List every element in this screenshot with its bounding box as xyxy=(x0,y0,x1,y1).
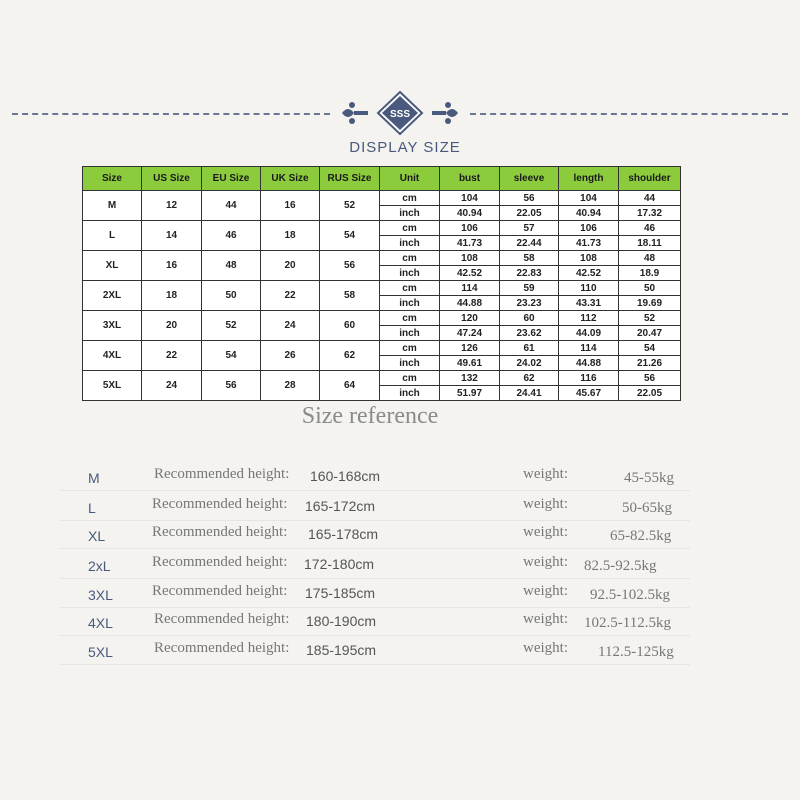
dashed-divider-left xyxy=(12,113,330,115)
ref-size-label: M xyxy=(88,470,100,486)
cell-inch-shoulder: 18.11 xyxy=(619,236,681,251)
cell-cm-shoulder: 50 xyxy=(619,281,681,296)
cell-cm-bust: 104 xyxy=(440,191,500,206)
cell-cm-sleeve: 58 xyxy=(500,251,559,266)
ref-size-label: XL xyxy=(88,528,106,544)
cell-uk: 28 xyxy=(261,371,320,401)
ref-height-value: 180-190cm xyxy=(306,613,377,629)
column-header: UK Size xyxy=(261,167,320,191)
cell-eu: 56 xyxy=(202,371,261,401)
column-header: RUS Size xyxy=(320,167,380,191)
cell-cm-shoulder: 56 xyxy=(619,371,681,386)
cell-inch-bust: 42.52 xyxy=(440,266,500,281)
list-item xyxy=(0,466,800,492)
ref-weight-value: 102.5-112.5kg xyxy=(584,615,671,631)
table-row xyxy=(83,251,681,266)
cell-cm-shoulder: 46 xyxy=(619,221,681,236)
ref-weight-value: 82.5-92.5kg xyxy=(584,558,657,574)
cell-inch-sleeve: 22.83 xyxy=(500,266,559,281)
cell-inch-shoulder: 19.69 xyxy=(619,296,681,311)
cell-inch-length: 42.52 xyxy=(559,266,619,281)
row-divider xyxy=(60,490,690,491)
cell-cm-length: 110 xyxy=(559,281,619,296)
row-divider xyxy=(60,578,690,579)
cell-size: 5XL xyxy=(83,371,142,401)
cell-eu: 46 xyxy=(202,221,261,251)
list-item xyxy=(0,640,800,666)
cell-eu: 54 xyxy=(202,341,261,371)
size-chart-table xyxy=(82,166,681,401)
ref-weight-value: 50-65kg xyxy=(622,500,672,516)
cell-inch-sleeve: 24.41 xyxy=(500,386,559,401)
cell-rus: 54 xyxy=(320,221,380,251)
cell-inch-unit: inch xyxy=(380,296,440,311)
cell-cm-bust: 126 xyxy=(440,341,500,356)
ref-height-label: Recommended height: xyxy=(154,640,290,656)
ref-height-label: Recommended height: xyxy=(152,583,288,599)
list-item xyxy=(0,611,800,637)
cell-uk: 16 xyxy=(261,191,320,221)
cell-inch-length: 40.94 xyxy=(559,206,619,221)
cell-eu: 50 xyxy=(202,281,261,311)
cell-cm-sleeve: 57 xyxy=(500,221,559,236)
table-row xyxy=(83,311,681,326)
cell-cm-length: 114 xyxy=(559,341,619,356)
emblem-text: SSS xyxy=(389,109,411,120)
cell-rus: 58 xyxy=(320,281,380,311)
row-divider xyxy=(60,520,690,521)
cell-cm-sleeve: 59 xyxy=(500,281,559,296)
cell-inch-sleeve: 22.05 xyxy=(500,206,559,221)
row-divider xyxy=(60,607,690,608)
cell-cm-unit: cm xyxy=(380,281,440,296)
table-row xyxy=(83,191,681,206)
cell-cm-sleeve: 60 xyxy=(500,311,559,326)
cell-rus: 60 xyxy=(320,311,380,341)
ref-height-label: Recommended height: xyxy=(152,496,288,512)
ref-height-value: 172-180cm xyxy=(304,556,375,572)
cell-eu: 52 xyxy=(202,311,261,341)
ref-weight-label: weight: xyxy=(523,611,568,627)
ref-height-value: 175-185cm xyxy=(305,585,376,601)
cell-inch-length: 45.67 xyxy=(559,386,619,401)
ref-weight-value: 45-55kg xyxy=(624,470,674,486)
ref-height-value: 165-178cm xyxy=(308,526,379,542)
cell-rus: 56 xyxy=(320,251,380,281)
list-item xyxy=(0,524,800,550)
table-row xyxy=(83,221,681,236)
ref-weight-label: weight: xyxy=(523,466,568,482)
cell-inch-length: 43.31 xyxy=(559,296,619,311)
ref-height-label: Recommended height: xyxy=(152,524,288,540)
cell-cm-unit: cm xyxy=(380,311,440,326)
cell-size: 4XL xyxy=(83,341,142,371)
cell-us: 22 xyxy=(142,341,202,371)
cell-cm-length: 112 xyxy=(559,311,619,326)
diamond-emblem-icon xyxy=(330,90,470,136)
table-row xyxy=(83,371,681,386)
row-divider xyxy=(60,664,690,665)
cell-rus: 62 xyxy=(320,341,380,371)
cell-cm-bust: 120 xyxy=(440,311,500,326)
cell-us: 20 xyxy=(142,311,202,341)
table-header-row xyxy=(83,167,681,191)
cell-inch-unit: inch xyxy=(380,386,440,401)
column-header: EU Size xyxy=(202,167,261,191)
cell-cm-unit: cm xyxy=(380,371,440,386)
ref-size-label: 3XL xyxy=(88,587,113,603)
cell-inch-length: 44.09 xyxy=(559,326,619,341)
cell-inch-unit: inch xyxy=(380,266,440,281)
cell-inch-shoulder: 21.26 xyxy=(619,356,681,371)
ref-height-value: 165-172cm xyxy=(305,498,376,514)
ref-weight-value: 65-82.5kg xyxy=(610,528,672,544)
cell-uk: 22 xyxy=(261,281,320,311)
cell-inch-shoulder: 17.32 xyxy=(619,206,681,221)
cell-size: 3XL xyxy=(83,311,142,341)
cell-us: 18 xyxy=(142,281,202,311)
cell-inch-unit: inch xyxy=(380,206,440,221)
ref-size-label: 5XL xyxy=(88,644,113,660)
cell-cm-unit: cm xyxy=(380,221,440,236)
cell-cm-unit: cm xyxy=(380,341,440,356)
column-header: US Size xyxy=(142,167,202,191)
ref-weight-label: weight: xyxy=(523,524,568,540)
cell-inch-sleeve: 22.44 xyxy=(500,236,559,251)
ref-height-label: Recommended height: xyxy=(152,554,288,570)
cell-us: 14 xyxy=(142,221,202,251)
cell-cm-shoulder: 52 xyxy=(619,311,681,326)
cell-inch-shoulder: 22.05 xyxy=(619,386,681,401)
cell-us: 12 xyxy=(142,191,202,221)
cell-us: 16 xyxy=(142,251,202,281)
cell-cm-bust: 132 xyxy=(440,371,500,386)
table-row xyxy=(83,341,681,356)
column-header: sleeve xyxy=(500,167,559,191)
fleur-left-icon xyxy=(342,102,368,124)
cell-rus: 52 xyxy=(320,191,380,221)
cell-inch-sleeve: 24.02 xyxy=(500,356,559,371)
cell-inch-bust: 51.97 xyxy=(440,386,500,401)
list-item xyxy=(0,496,800,522)
cell-uk: 20 xyxy=(261,251,320,281)
cell-cm-shoulder: 54 xyxy=(619,341,681,356)
list-item xyxy=(0,554,800,580)
cell-cm-sleeve: 56 xyxy=(500,191,559,206)
ref-height-label: Recommended height: xyxy=(154,466,290,482)
cell-cm-unit: cm xyxy=(380,191,440,206)
cell-inch-bust: 47.24 xyxy=(440,326,500,341)
cell-eu: 48 xyxy=(202,251,261,281)
ref-size-label: 2xL xyxy=(88,558,111,574)
cell-inch-sleeve: 23.62 xyxy=(500,326,559,341)
column-header: length xyxy=(559,167,619,191)
fleur-right-icon xyxy=(432,102,458,124)
cell-size: XL xyxy=(83,251,142,281)
cell-inch-bust: 41.73 xyxy=(440,236,500,251)
cell-rus: 64 xyxy=(320,371,380,401)
cell-cm-sleeve: 62 xyxy=(500,371,559,386)
cell-inch-sleeve: 23.23 xyxy=(500,296,559,311)
ref-weight-label: weight: xyxy=(523,640,568,656)
cell-us: 24 xyxy=(142,371,202,401)
size-reference-title: Size reference xyxy=(301,403,439,429)
cell-inch-bust: 44.88 xyxy=(440,296,500,311)
cell-cm-shoulder: 44 xyxy=(619,191,681,206)
ref-height-value: 160-168cm xyxy=(310,468,381,484)
cell-cm-length: 108 xyxy=(559,251,619,266)
cell-cm-bust: 114 xyxy=(440,281,500,296)
row-divider xyxy=(60,548,690,549)
column-header: Size xyxy=(83,167,142,191)
cell-inch-unit: inch xyxy=(380,236,440,251)
column-header: shoulder xyxy=(619,167,681,191)
cell-size: L xyxy=(83,221,142,251)
ref-size-label: 4XL xyxy=(88,615,113,631)
cell-inch-length: 44.88 xyxy=(559,356,619,371)
cell-cm-bust: 106 xyxy=(440,221,500,236)
cell-uk: 18 xyxy=(261,221,320,251)
cell-inch-unit: inch xyxy=(380,326,440,341)
cell-uk: 26 xyxy=(261,341,320,371)
cell-cm-length: 106 xyxy=(559,221,619,236)
cell-size: M xyxy=(83,191,142,221)
cell-size: 2XL xyxy=(83,281,142,311)
cell-cm-length: 116 xyxy=(559,371,619,386)
ref-weight-value: 112.5-125kg xyxy=(598,644,674,660)
cell-cm-bust: 108 xyxy=(440,251,500,266)
ref-weight-label: weight: xyxy=(523,496,568,512)
ref-height-label: Recommended height: xyxy=(154,611,290,627)
cell-inch-unit: inch xyxy=(380,356,440,371)
column-header: bust xyxy=(440,167,500,191)
row-divider xyxy=(60,635,690,636)
cell-uk: 24 xyxy=(261,311,320,341)
page-title: DISPLAY SIZE xyxy=(349,139,461,156)
cell-cm-unit: cm xyxy=(380,251,440,266)
ref-weight-value: 92.5-102.5kg xyxy=(590,587,670,603)
cell-inch-shoulder: 18.9 xyxy=(619,266,681,281)
ref-height-value: 185-195cm xyxy=(306,642,377,658)
cell-eu: 44 xyxy=(202,191,261,221)
column-header: Unit xyxy=(380,167,440,191)
cell-cm-sleeve: 61 xyxy=(500,341,559,356)
cell-inch-shoulder: 20.47 xyxy=(619,326,681,341)
cell-inch-bust: 40.94 xyxy=(440,206,500,221)
list-item xyxy=(0,583,800,609)
cell-cm-length: 104 xyxy=(559,191,619,206)
cell-cm-shoulder: 48 xyxy=(619,251,681,266)
ref-weight-label: weight: xyxy=(523,583,568,599)
ref-size-label: L xyxy=(88,500,96,516)
table-row xyxy=(83,281,681,296)
ref-weight-label: weight: xyxy=(523,554,568,570)
cell-inch-bust: 49.61 xyxy=(440,356,500,371)
cell-inch-length: 41.73 xyxy=(559,236,619,251)
dashed-divider-right xyxy=(470,113,788,115)
